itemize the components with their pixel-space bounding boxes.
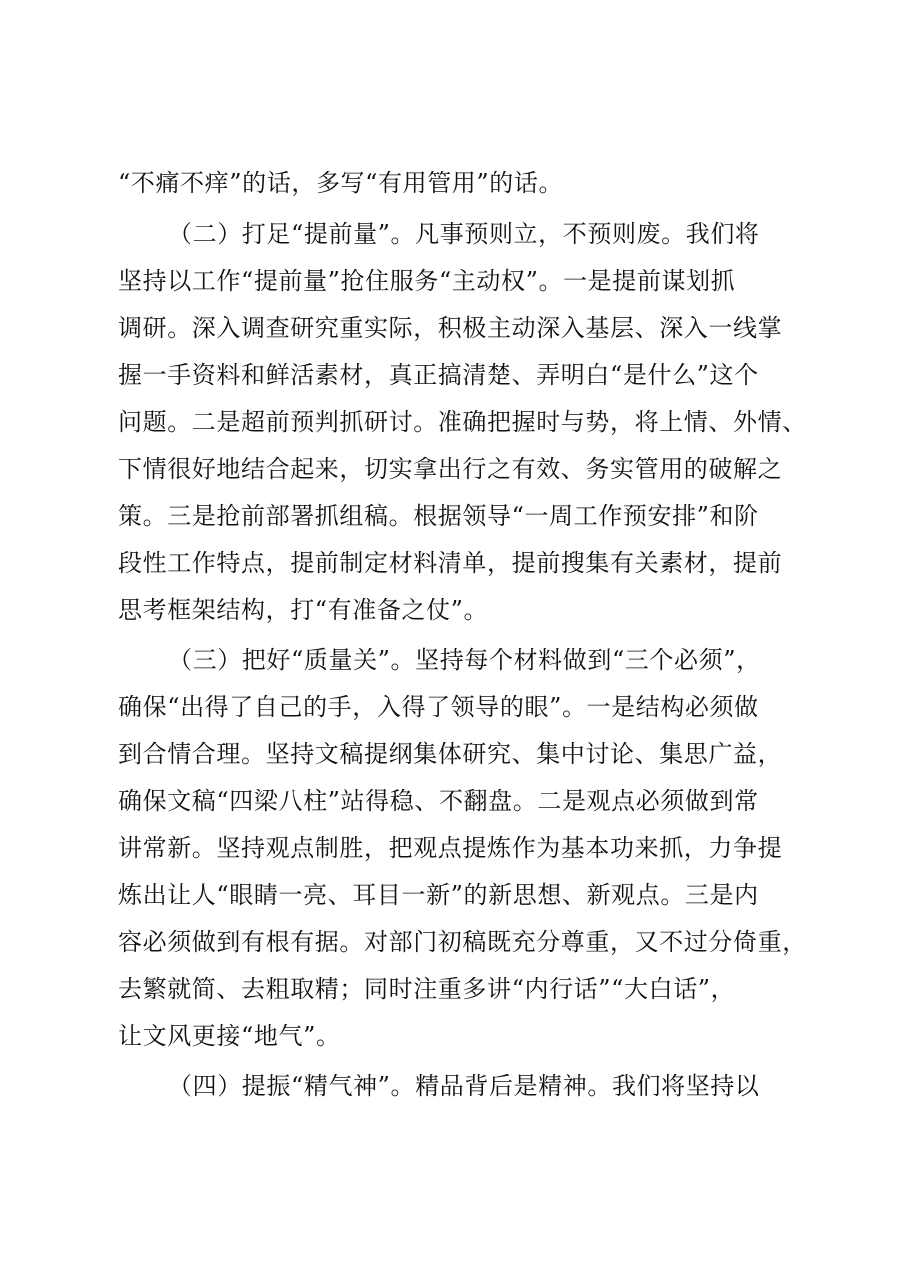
text-line: 思考框架结构，打“有准备之仗”。 [118,596,489,624]
text-line: 段性工作特点，提前制定材料清单，提前搜集有关素材，提前 [118,549,783,577]
text-line: “不痛不痒”的话，多写“有用管用”的话。 [118,169,564,197]
text-line: 问题。二是超前预判抓研讨。准确把握时与势，将上情、外情、 [118,408,807,436]
paragraph-heading-line: （二）打足“提前量”。凡事预则立，不预则废。我们将 [168,220,760,248]
text-line: 容必须做到有根有据。对部门初稿既充分尊重，又不过分倚重， [118,928,807,956]
text-line: 策。三是抢前部署抓组稿。根据领导“一周工作预安排”和阶 [118,502,759,530]
text-line: 到合情合理。坚持文稿提纲集体研究、集中讨论、集思广益， [118,740,783,768]
text-line: 调研。深入调查研究重实际，积极主动深入基层、深入一线掌 [118,314,783,342]
text-line: 下情很好地结合起来，切实拿出行之有效、务实管用的破解之 [118,455,783,483]
text-line: 确保“出得了自己的手，入得了领导的眼”。一是结构必须做 [118,693,759,721]
text-line: 炼出让人“眼睛一亮、耳目一新”的新思想、新观点。三是内 [118,881,759,909]
text-line: 让文风更接“地气”。 [118,1022,341,1050]
text-line: 去繁就简、去粗取精；同时注重多讲“内行话”“大白话”， [118,975,736,1003]
paragraph-heading-line: （三）把好“质量关”。坚持每个材料做到“三个必须”， [168,646,761,674]
paragraph-heading-line: （四）提振“精气神”。精品背后是精神。我们将坚持以 [168,1072,760,1100]
text-line: 讲常新。坚持观点制胜，把观点提炼作为基本功来抓，力争提 [118,834,783,862]
text-line: 握一手资料和鲜活素材，真正搞清楚、弄明白“是什么”这个 [118,361,759,389]
text-line: 坚持以工作“提前量”抢住服务“主动权”。一是提前谋划抓 [118,267,736,295]
text-line: 确保文稿“四梁八柱”站得稳、不翻盘。二是观点必须做到常 [118,787,759,815]
